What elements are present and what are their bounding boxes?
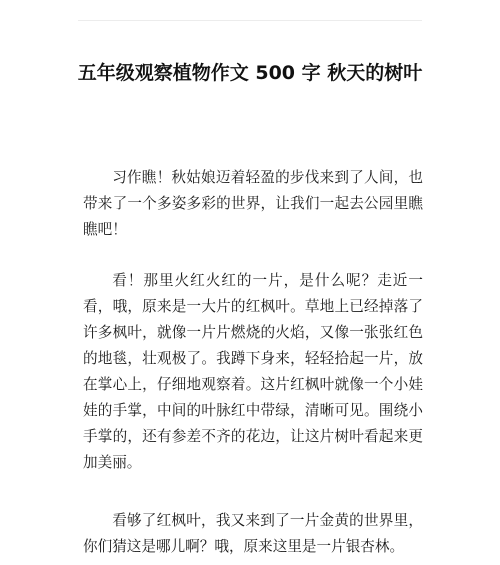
top-divider xyxy=(78,20,422,21)
document-title: 五年级观察植物作文 500 字 秋天的树叶 xyxy=(77,62,423,84)
paragraph-1: 习作瞧！秋姑娘迈着轻盈的步伐来到了人间，也带来了一个多姿多彩的世界，让我们一起去公园里瞧瞧吧！ xyxy=(83,169,423,238)
paragraph-2: 看！那里火红火红的一片，是什么呢？走近一看，哦，原来是一大片的红枫叶。草地上已经掉落了许多枫叶，就像一片片燃烧的火焰，又像一张张红色的地毯，壮观极了。我蹲下身来，轻轻拾起一片，放在掌心上，仔细地观察着。这片红枫叶就像一个小娃娃的手掌，中间的叶脉红中带绿，清晰可见。围绕小手掌的，还有参差不齐的花边，让这片树叶看起来更加美丽。 xyxy=(83,272,423,471)
paragraph-3: 看够了红枫叶，我又来到了一片金黄的世界里，你们猜这是哪儿啊？哦，原来这里是一片银杏林。 xyxy=(83,512,423,555)
